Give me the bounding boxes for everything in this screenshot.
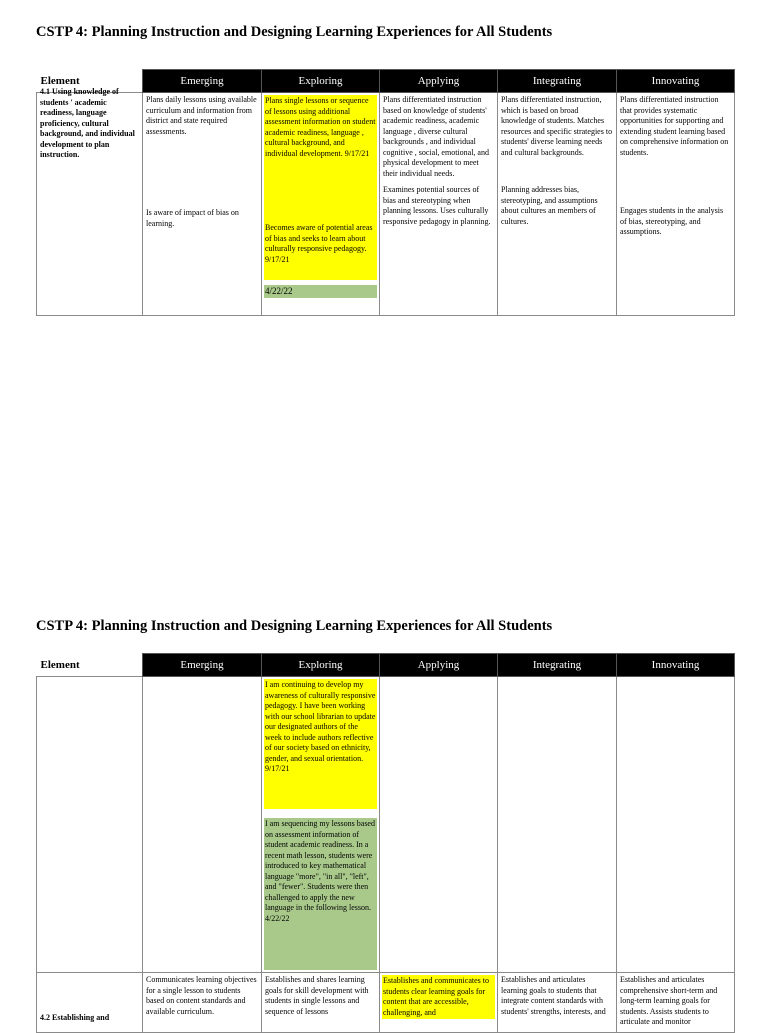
highlighted-text: Becomes aware of potential areas of bias and seeks to learn about culturally responsive pedagogy. 9/17/21 xyxy=(264,222,377,280)
element-cell xyxy=(37,677,143,973)
cell-text: Establishes and articulates learning goals to students that integrate content standards with students' strengths, interests, and xyxy=(501,975,606,1016)
emerging-cell xyxy=(143,677,262,973)
element-cell xyxy=(37,973,143,1033)
cell-text: Plans differentiated instruction, which is based on broad knowledge of students. Matches resources and specific strategies to students' diverse learning needs and cultural backgrounds. xyxy=(501,95,613,157)
table-row xyxy=(37,973,735,1033)
header-emerging: Emerging xyxy=(143,654,262,677)
cell-text: Establishes and shares learning goals for skill development with students in single lessons and sequence of lessons xyxy=(265,975,369,1016)
integrating-cell xyxy=(498,973,617,1033)
rubric-table xyxy=(36,69,735,316)
header-integrating: Integrating xyxy=(498,70,617,93)
cell-text: Planning addresses bias, stereotyping, and assumptions about cultures an members of cultures. xyxy=(501,185,598,226)
header-innovating: Innovating xyxy=(617,70,735,93)
integrating-cell xyxy=(498,677,617,973)
highlighted-date: 4/22/22 xyxy=(264,285,377,298)
applying-cell xyxy=(380,93,498,316)
highlighted-text: I am continuing to develop my awareness of culturally responsive pedagogy. I have been working with our school librarian to update our designated authors of the week to include authors reflective of our society based on ethnicity, gender, and sexual orientation. 9/17/21 xyxy=(264,679,377,809)
exploring-cell xyxy=(262,973,380,1033)
integrating-cell xyxy=(498,93,617,316)
cell-text: Establishes and articulates comprehensive short-term and long-term learning goals for students. Assists students to articulate and monitor xyxy=(620,975,718,1026)
table-row xyxy=(37,93,735,316)
rubric-table xyxy=(36,653,735,1033)
header-element: Element xyxy=(37,654,143,677)
header-integrating: Integrating xyxy=(498,654,617,677)
emerging-cell xyxy=(143,973,262,1033)
page-title: CSTP 4: Planning Instruction and Designing Learning Experiences for All Students xyxy=(36,24,553,40)
applying-cell xyxy=(380,677,498,973)
cell-text: Examines potential sources of bias and stereotyping when planning lessons. Uses culturally responsive pedagogy in planning. xyxy=(383,185,491,226)
header-emerging: Emerging xyxy=(143,70,262,93)
element-cell xyxy=(37,87,143,316)
highlighted-text: Establishes and communicates to students clear learning goals for content that are accessible, challenging, and xyxy=(382,975,495,1019)
header-exploring: Exploring xyxy=(262,70,380,93)
cell-text: Plans differentiated instruction that provides systematic opportunities for supporting and extending student learning based on comprehensive information on students. xyxy=(620,95,729,157)
header-applying: Applying xyxy=(380,654,498,677)
innovating-cell xyxy=(617,677,735,973)
header-exploring: Exploring xyxy=(262,654,380,677)
cell-text: Engages students in the analysis of bias, stereotyping, and assumptions. xyxy=(620,206,724,236)
cell-text: Communicates learning objectives for a single lesson to students based on content standards and available curriculum. xyxy=(146,975,257,1016)
page-title: CSTP 4: Planning Instruction and Designing Learning Experiences for All Students xyxy=(36,618,553,634)
highlighted-text: Plans single lessons or sequence of lessons using additional assessment information on student academic readiness, language , cultural background, and individual development. 9/17/21 xyxy=(264,95,377,222)
header-applying: Applying xyxy=(380,70,498,93)
exploring-cell xyxy=(262,677,380,973)
emerging-cell xyxy=(143,93,262,316)
exploring-cell xyxy=(262,93,380,316)
cell-text: Plans daily lessons using available curriculum and information from district and state required assessments. xyxy=(146,95,257,136)
innovating-cell xyxy=(617,93,735,316)
applying-cell xyxy=(380,973,498,1033)
element-label: 4.1 Using knowledge of students ' academic readiness, language proficiency, cultural background, and individual development to plan instruction. xyxy=(40,87,135,159)
header-innovating: Innovating xyxy=(617,654,735,677)
table-row xyxy=(37,677,735,973)
innovating-cell xyxy=(617,973,735,1033)
highlighted-text: I am sequencing my lessons based on assessment information of student academic readiness. In a recent math lesson, students were introduced to key mathematical language "more", "in all", "left", and "fewer". Students were then challenged to apply the new language in the following lesson. 4/22/22 xyxy=(264,818,377,970)
cell-text: Is aware of impact of bias on learning. xyxy=(146,208,239,228)
element-label: 4.2 Establishing and xyxy=(40,1013,110,1022)
header-element: Element xyxy=(37,70,143,93)
cell-text: Plans differentiated instruction based on knowledge of students' academic readiness, academic language , diverse cultural backgrounds , and individual cognitive , social, emotional, and physical development to meet their individual needs. xyxy=(383,95,489,178)
